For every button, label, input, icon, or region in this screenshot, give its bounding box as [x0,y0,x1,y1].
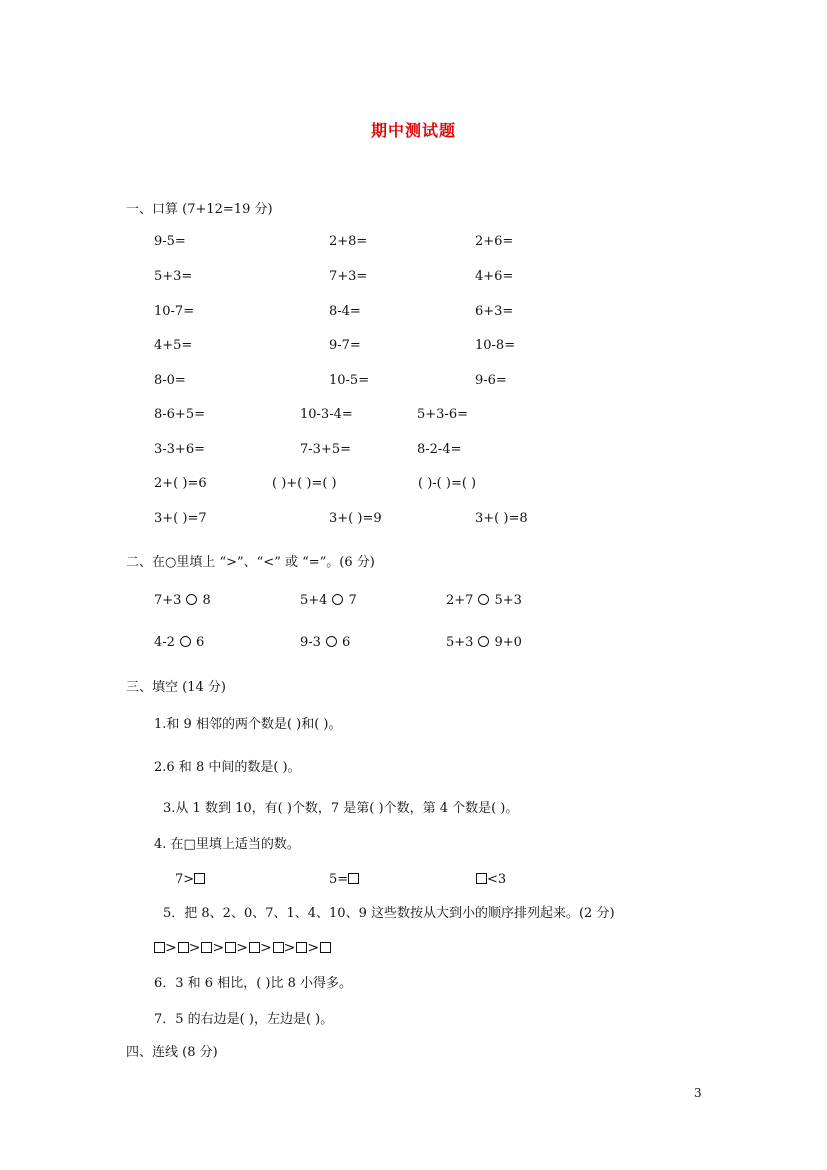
circle-icon [180,636,191,647]
compare-left: 7+3 [154,593,182,608]
greater-sign: > [307,940,321,956]
square-icon [249,942,260,953]
fill-question-2: 2.6 和 8 中间的数是( )。 [154,760,301,775]
compare-right: 8 [202,593,211,608]
q4-item-text: <3 [487,872,507,887]
circle-icon [186,594,197,605]
oral-item: 2+( )=6 [154,476,207,491]
square-icon [154,942,165,953]
oral-item: 8-2-4= [417,442,462,457]
oral-item: 3-3+6= [154,442,205,457]
square-icon [178,942,189,953]
oral-item: 10-7= [154,304,195,319]
q4-item-text: 7> [175,872,195,887]
oral-item: ( )+( )=( ) [272,476,337,491]
oral-item: 8-4= [329,304,361,319]
fill-question-5: 5．把 8、2、0、7、1、4、10、9 这些数按从大到小的顺序排列起来。(2 分) [163,906,615,921]
compare-right: 7 [348,593,357,608]
oral-item: 3+( )=8 [475,511,528,526]
compare-right: 6 [341,635,351,650]
square-icon [320,942,331,953]
compare-item [446,593,522,609]
fill-question-7: 7．5 的右边是( )，左边是( )。 [154,1012,334,1027]
oral-item: 5+3-6= [417,407,468,422]
q4-item-text: 5= [329,872,349,887]
oral-item: 3+( )=7 [154,511,207,526]
oral-item: 10-3-4= [300,407,353,422]
compare-item [154,593,211,609]
square-icon [225,942,236,953]
compare-right: 6 [195,635,205,650]
oral-item: 7-3+5= [300,442,351,457]
oral-item: 9-7= [329,338,361,353]
q4-item [476,872,506,888]
square-icon [476,873,487,884]
fill-question-6: 6．3 和 6 相比，( )比 8 小得多。 [154,976,353,991]
section-3-heading: 三、填空 (14 分) [126,680,226,695]
oral-item: 8-0= [154,373,186,388]
q4-item [175,872,205,888]
oral-item: 10-5= [329,373,370,388]
circle-icon [478,594,489,605]
greater-sign: > [212,940,226,956]
compare-right: 5+3 [494,593,522,608]
oral-item: 9-6= [475,373,507,388]
section-1-heading: 一、口算 (7+12=19 分) [126,202,273,217]
greater-sign: > [259,940,273,956]
square-icon [348,873,359,884]
oral-item: 6+3= [475,304,514,319]
greater-sign: > [236,940,249,956]
compare-left: 2+7 [446,593,474,608]
oral-item: 4+6= [475,269,514,284]
square-icon [296,942,307,953]
compare-item [446,635,522,651]
compare-item [300,593,357,609]
q4-item [329,872,359,888]
compare-left: 5+4 [300,593,328,608]
section-4-heading: 四、连线 (8 分) [126,1045,218,1060]
oral-item: 5+3= [154,269,193,284]
compare-left: 4-2 [154,635,175,650]
page-title: 期中测试题 [370,121,456,140]
greater-sign: > [188,940,202,956]
oral-item: 2+6= [475,234,514,249]
fill-question-4: 4. 在□里填上适当的数。 [154,837,300,852]
oral-item: 10-8= [475,338,516,353]
oral-item: 3+( )=9 [329,511,382,526]
fill-question-1: 1.和 9 相邻的两个数是( )和( )。 [154,717,342,732]
oral-item: ( )-( )=( ) [418,476,477,491]
oral-item: 2+8= [329,234,368,249]
section-2-heading: 二、在○里填上 “>”、“<” 或 “=”。(6 分) [126,555,375,570]
page-number: 3 [694,1086,702,1100]
compare-left: 5+3 [446,635,474,650]
ordering-boxes [154,940,331,956]
circle-icon [332,594,343,605]
circle-icon [478,636,489,647]
oral-item: 7+3= [329,269,368,284]
square-icon [273,942,284,953]
circle-icon [326,636,337,647]
greater-sign: > [165,940,178,956]
fill-question-3: 3.从 1 数到 10，有( )个数，7 是第( )个数，第 4 个数是( )。 [163,801,519,816]
greater-sign: > [283,940,297,956]
square-icon [201,942,212,953]
compare-item [154,635,204,651]
compare-item [300,635,350,651]
oral-item: 4+5= [154,338,193,353]
oral-item: 9-5= [154,234,186,249]
square-icon [194,873,205,884]
compare-left: 9-3 [300,635,321,650]
compare-right: 9+0 [494,635,522,650]
oral-item: 8-6+5= [154,407,205,422]
